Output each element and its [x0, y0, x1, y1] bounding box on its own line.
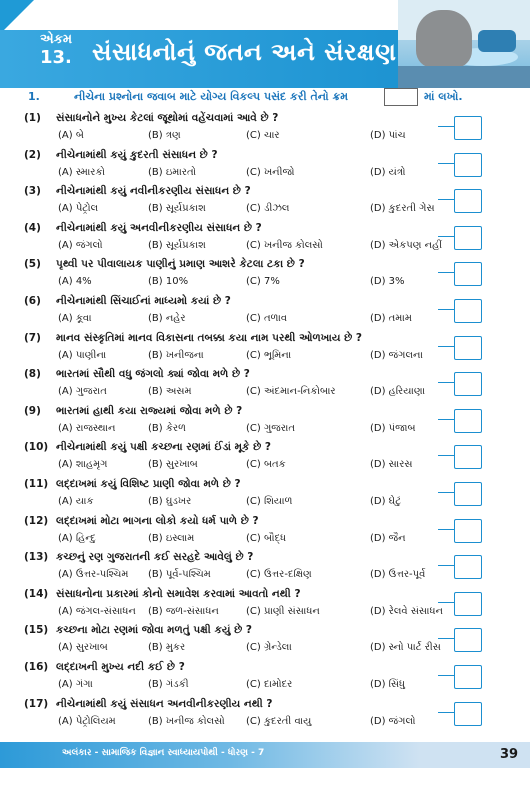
- answer-option: (D) સારસ: [370, 459, 413, 471]
- question-text: કચ્છના મોટા રણમાં જોવા મળતું પક્ષી કયું છે ?: [56, 624, 252, 637]
- answer-option: (B) મુકર: [148, 642, 186, 654]
- answer-box[interactable]: [454, 336, 482, 360]
- answer-option: (B) નહેર: [148, 313, 186, 324]
- header-illustration: [398, 0, 530, 88]
- question-item: [0, 403, 530, 439]
- question-number: (4): [24, 221, 41, 234]
- answer-box[interactable]: [454, 372, 482, 396]
- answer-option: (A) બે: [58, 130, 84, 141]
- question-item: [0, 659, 530, 695]
- answer-option: (C) બૌદ્ધ: [246, 532, 287, 544]
- question-number: (11): [24, 478, 49, 490]
- footer-text: અલંકાર - સામાજિક વિજ્ઞાન સ્વાધ્યાયપોથી - ધોરણ - 7: [62, 748, 265, 758]
- answer-connector: [438, 565, 454, 566]
- answer-option: (D) કુદરતી ગેસ: [370, 203, 435, 215]
- answer-option: (C) ચાર: [246, 130, 280, 141]
- question-item: [0, 220, 530, 256]
- unit-label: એકમ: [40, 32, 73, 47]
- answer-option: (D) ઉત્તર-પૂર્વ: [370, 569, 426, 581]
- answer-box[interactable]: [454, 189, 482, 213]
- answer-option: (D) જૈન: [370, 532, 406, 544]
- question-text: ભારતમાં હાથી કયા રાજ્યમાં જોવા મળે છે ?: [56, 404, 243, 417]
- answer-option: (C) ડીઝલ: [246, 203, 290, 215]
- answer-box[interactable]: [454, 628, 482, 652]
- answer-option: (B) જળ-સંસાધન: [148, 605, 219, 617]
- question-text: નીચેનામાંથી કયું પક્ષી કચ્છના રણમાં ઈંડાં મૂકે છે ?: [56, 441, 271, 454]
- answer-connector: [438, 272, 454, 273]
- answer-option: (C) બતક: [246, 459, 286, 471]
- answer-option: (A) પેટ્રોલિયમ: [58, 715, 116, 727]
- question-item: [0, 256, 530, 292]
- answer-option: (C) ભૂમિના: [246, 349, 292, 361]
- answer-connector: [438, 126, 454, 127]
- answer-box[interactable]: [454, 519, 482, 543]
- answer-option: (B) ઇમારતો: [148, 166, 197, 178]
- answer-box[interactable]: [454, 555, 482, 579]
- question-item: [0, 439, 530, 475]
- page-number: 39: [500, 747, 519, 762]
- answer-connector: [438, 638, 454, 639]
- answer-connector: [438, 419, 454, 420]
- question-number: (2): [24, 148, 41, 161]
- answer-option: (B) સુરખાબ: [148, 459, 198, 471]
- question-text: પૃથ્વી પર પીવાલાયક પાણીનું પ્રમાણ આશરે કેટલા ટકા છે ?: [56, 258, 305, 271]
- question-number: (17): [24, 697, 49, 710]
- question-number: (3): [24, 185, 41, 198]
- answer-connector: [438, 712, 454, 713]
- answer-option: (A) પેટ્રોલ: [58, 203, 99, 215]
- question-number: (15): [24, 624, 49, 637]
- question-number: (5): [24, 258, 41, 271]
- question-item: [0, 549, 530, 585]
- question-item: [0, 513, 530, 549]
- answer-connector: [438, 163, 454, 164]
- unit-badge: [40, 32, 88, 78]
- answer-connector: [438, 675, 454, 676]
- answer-option: (D) 3%: [370, 276, 405, 288]
- answer-option: (A) પાણીના: [58, 349, 107, 361]
- answer-option: (A) હિન્દુ: [58, 532, 96, 544]
- answer-option: (D) એકપણ નહીં: [370, 239, 443, 251]
- question-text: લદ્દાખની મુખ્ય નદી કઈ છે ?: [56, 661, 185, 673]
- lion-statue-icon: [416, 10, 472, 68]
- answer-option: (C) ઉત્તર-દક્ષિણ: [246, 569, 312, 581]
- question-text: સંસાધનોને મુખ્ય કેટલાં જૂથોમાં વહેંચવામાં આવે છે ?: [56, 112, 279, 124]
- answer-option: (C) તળાવ: [246, 313, 288, 324]
- question-number: (1): [24, 112, 41, 124]
- answer-box[interactable]: [454, 665, 482, 689]
- answer-option: (C) ગ્રેન્ડેલા: [246, 642, 292, 654]
- answer-option: (C) દામોદર: [246, 679, 293, 690]
- question-item: [0, 586, 530, 622]
- question-number: (14): [24, 587, 49, 600]
- answer-option: (D) જંગલો: [370, 715, 416, 727]
- answer-option: (B) પૂર્વ-પશ્ચિમ: [148, 569, 211, 581]
- answer-connector: [438, 309, 454, 310]
- answer-option: (A) 4%: [58, 276, 92, 288]
- answer-box[interactable]: [454, 702, 482, 726]
- corner-decoration: [0, 0, 34, 34]
- question-text: નીચેનામાંથી કયું અનવીનીકરણીય સંસાધન છે ?: [56, 221, 262, 234]
- question-text: સંસાધનોના પ્રકારમાં કોનો સમાવેશ કરવામાં આવતો નથી ?: [56, 587, 301, 600]
- answer-box[interactable]: [454, 299, 482, 323]
- question-text: નીચેનામાંથી સિંચાઈનાં માધ્યમો કયાં છે ?: [56, 295, 231, 307]
- question-number: (7): [24, 331, 41, 344]
- question-text: લદ્દાખમાં કયું વિશિષ્ટ પ્રાણી જોવા મળે છે ?: [56, 478, 241, 490]
- question-item: [0, 293, 530, 329]
- unit-number: 13.: [40, 47, 72, 68]
- question-text: નીચેનામાંથી કયું કુદરતી સંસાધન છે ?: [56, 148, 218, 161]
- answer-box[interactable]: [454, 153, 482, 177]
- question-item: [0, 183, 530, 219]
- answer-connector: [438, 346, 454, 347]
- answer-option: (A) ગુજરાત: [58, 386, 107, 398]
- answer-option: (D) હરિયાણા: [370, 386, 426, 398]
- answer-option: (C) કુદરતી વાયુ: [246, 715, 312, 727]
- question-item: [0, 696, 530, 732]
- instruction-blank-box: [384, 88, 418, 106]
- answer-option: (D) ઘેટું: [370, 496, 402, 507]
- answer-box[interactable]: [454, 482, 482, 506]
- instruction-number: 1.: [28, 90, 40, 103]
- question-number: (10): [24, 441, 49, 454]
- answer-option: (A) રાજસ્થાન: [58, 422, 116, 434]
- question-text: ભારતમાં સૌથી વધુ જંગલો ક્યાં જોવા મળે છે ?: [56, 368, 250, 381]
- question-item: [0, 147, 530, 183]
- answer-box[interactable]: [454, 409, 482, 433]
- question-number: (12): [24, 514, 49, 527]
- answer-option: (D) સ્નો પાર્ટ રીસ: [370, 642, 441, 654]
- answer-option: (C) અંદમાન-નિકોબાર: [246, 386, 336, 398]
- answer-box[interactable]: [454, 592, 482, 616]
- answer-connector: [438, 492, 454, 493]
- question-number: (6): [24, 295, 41, 307]
- answer-connector: [438, 455, 454, 456]
- answer-connector: [438, 199, 454, 200]
- answer-option: (C) શિયાળ: [246, 496, 293, 507]
- answer-option: (D) તમામ: [370, 313, 412, 324]
- instruction-tail: માં લખો.: [424, 90, 463, 103]
- question-text: નીચેનામાંથી કયું નવીનીકરણીય સંસાધન છે ?: [56, 185, 251, 198]
- answer-option: (D) પંજાબ: [370, 422, 416, 434]
- question-number: (8): [24, 368, 41, 381]
- answer-option: (A) સ્મારકો: [58, 166, 106, 178]
- question-number: (13): [24, 551, 49, 564]
- chapter-title: સંસાધનોનું જતન અને સંરક્ષણ: [92, 38, 397, 66]
- question-text: માનવ સંસ્કૃતિમાં માનવ વિકાસના તબક્કા કયા નામ પરથી ઓળખાય છે ?: [56, 331, 362, 344]
- question-item: [0, 330, 530, 366]
- answer-option: (A) ઉત્તર-પશ્ચિમ: [58, 569, 129, 581]
- answer-connector: [438, 529, 454, 530]
- instruction: [22, 90, 512, 108]
- answer-option: (C) પ્રાણી સંસાધન: [246, 605, 320, 617]
- answer-option: (B) ખનીજ કોલસો: [148, 715, 225, 727]
- answer-option: (A) જંગલો: [58, 239, 103, 251]
- answer-option: (A) જંગલ-સંસાધન: [58, 605, 136, 617]
- answer-option: (B) સૂર્યપ્રકાશ: [148, 203, 206, 215]
- question-item: [0, 366, 530, 402]
- answer-box[interactable]: [454, 262, 482, 286]
- answer-option: (B) ઘુડખર: [148, 496, 192, 507]
- answer-connector: [438, 382, 454, 383]
- answer-option: (A) યાક: [58, 496, 94, 507]
- answer-option: (D) પાંચ: [370, 130, 406, 141]
- answer-option: (B) સૂર્યપ્રકાશ: [148, 239, 206, 251]
- answer-option: (C) 7%: [246, 276, 280, 288]
- answer-option: (B) 10%: [148, 276, 189, 288]
- water-tap-icon: [478, 30, 516, 52]
- question-item: [0, 476, 530, 512]
- answer-option: (B) ઇસ્લામ: [148, 532, 195, 544]
- instruction-text: નીચેના પ્રશ્નોના જવાબ માટે યોગ્ય વિકલ્પ પસંદ કરી તેનો ક્રમ: [74, 90, 349, 103]
- answer-option: (A) શાહમૃગ: [58, 459, 108, 471]
- answer-option: (D) યંત્રો: [370, 166, 406, 178]
- question-text: નીચેનામાંથી કયું સંસાધન અનવીનીકરણીય નથી ?: [56, 697, 273, 710]
- answer-option: (A) કૂવા: [58, 313, 92, 324]
- question-number: (9): [24, 404, 41, 417]
- answer-option: (A) ગંગા: [58, 679, 93, 690]
- answer-option: (C) ખનીજો: [246, 166, 295, 178]
- answer-connector: [438, 236, 454, 237]
- answer-option: (D) રેલવે સંસાધન: [370, 605, 443, 617]
- question-item: [0, 622, 530, 658]
- question-item: [0, 110, 530, 146]
- answer-option: (B) અસમ: [148, 386, 192, 398]
- answer-option: (C) ગુજરાત: [246, 422, 295, 434]
- question-text: કચ્છનું રણ ગુજરાતની કઈ સરહદે આવેલું છે ?: [56, 551, 254, 564]
- answer-option: (C) ખનીજ કોલસો: [246, 239, 323, 251]
- answer-option: (D) જંગલના: [370, 349, 423, 361]
- question-number: (16): [24, 661, 49, 673]
- answer-option: (B) ખનીજના: [148, 349, 204, 361]
- answer-option: (A) સુરખાબ: [58, 642, 108, 654]
- answer-option: (B) ગંડકી: [148, 679, 189, 690]
- answer-option: (B) ત્રણ: [148, 130, 181, 141]
- answer-box[interactable]: [454, 226, 482, 250]
- answer-option: (B) કેરળ: [148, 422, 186, 434]
- answer-option: (D) સિંધુ: [370, 679, 406, 690]
- answer-box[interactable]: [454, 116, 482, 140]
- answer-connector: [438, 602, 454, 603]
- answer-box[interactable]: [454, 445, 482, 469]
- question-text: લદ્દાખમાં મોટા ભાગના લોકો કયો ધર્મ પાળે છે ?: [56, 514, 259, 527]
